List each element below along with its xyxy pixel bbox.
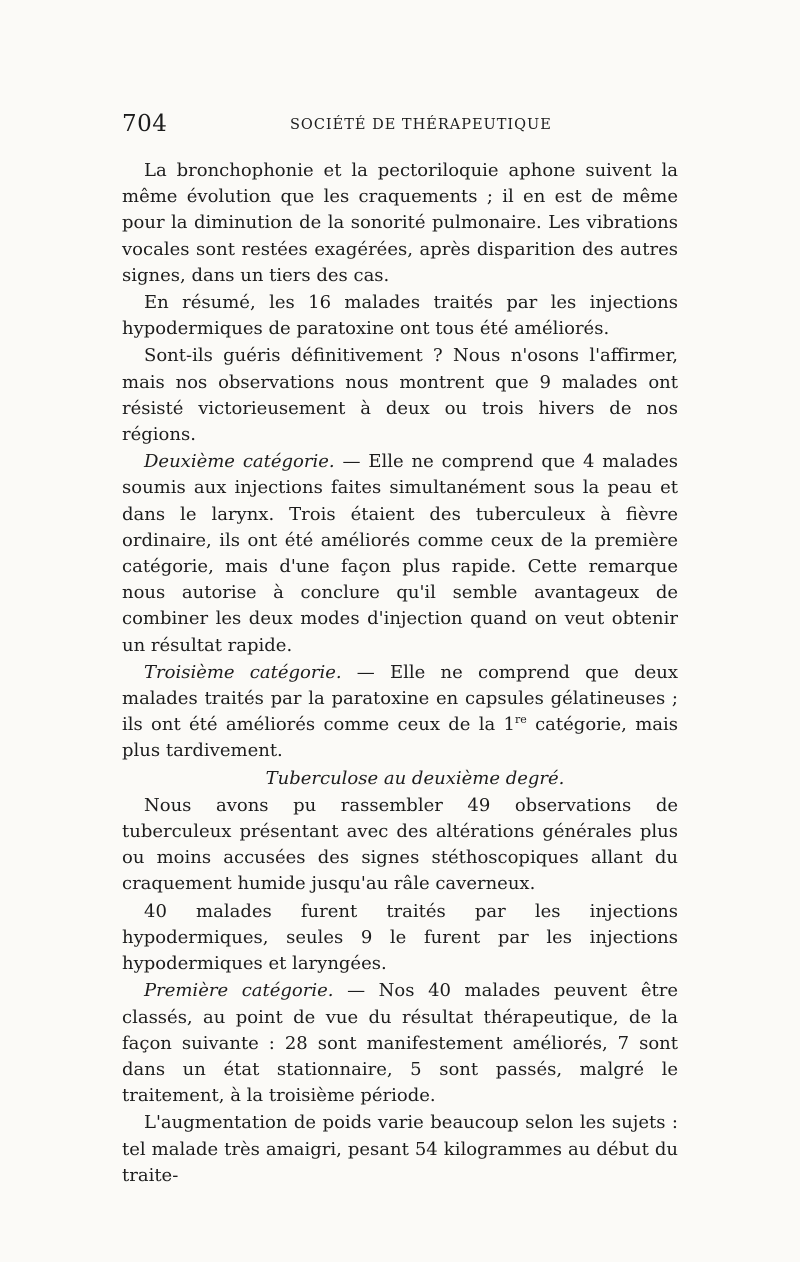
- paragraph-text: — Elle ne comprend que deux malades traités par la paratoxine en capsules gélatineuses ; ils ont été améliorés comme ceux de la 1: [122, 661, 679, 736]
- section-lead: Troisième catégorie.: [144, 661, 342, 683]
- paragraph: Nous avons pu rassembler 49 observations de tuberculeux présentant avec des altérations générales plus ou moins accusées des signes stéthoscopiques allant du craquement humide jusqu'au râle caverneux.: [122, 794, 678, 895]
- section-lead: Deuxième catégorie.: [144, 451, 335, 473]
- section-lead: Première catégorie.: [144, 980, 334, 1002]
- section-subheading: Tuberculose au deuxième degré.: [265, 767, 565, 789]
- paragraph: L'augmentation de poids varie beaucoup selon les sujets : tel malade très amaigri, pesant 54 kilogrammes au début du traite-: [122, 1112, 678, 1186]
- paragraph: En résumé, les 16 malades traités par les injections hypodermiques de paratoxine ont tous été améliorés.: [122, 292, 678, 340]
- paragraph-text: catégorie, mais plus tardivement.: [122, 714, 678, 762]
- page-number: 704: [122, 111, 168, 137]
- paragraph: [122, 660, 678, 765]
- body-text: [122, 158, 678, 1189]
- paragraph: [122, 978, 678, 1109]
- paragraph: La bronchophonie et la pectoriloquie aphone suivent la même évolution que les craquements ; il en est de même pour la diminution de la sonorité pulmonaire. Les vibrations vocales sont restées exagérées, après disparition des autres signes, dans un tiers des cas.: [122, 160, 678, 286]
- paragraph: [122, 449, 678, 659]
- paragraph: 40 malades furent traités par les injections hypodermiques, seules 9 le furent par les injections hypodermiques et laryngées.: [122, 900, 678, 975]
- page-header: [122, 111, 678, 141]
- superscript: re: [515, 713, 527, 727]
- paragraph-text: — Elle ne comprend que 4 malades soumis aux injections faites simultanément sous la peau et dans le larynx. Trois étaient des tuberculeux à fièvre ordinaire, ils ont été améliorés comme ceux de la première catégorie, mais d'une façon plus rapide. Cette remarque nous autorise à conclure qu'il semble avantageux de combiner les deux modes d'injection quand on veut obtenir un résultat rapide.: [122, 451, 678, 656]
- running-title: SOCIÉTÉ DE THÉRAPEUTIQUE: [290, 117, 552, 133]
- paragraph: Sont-ils guéris définitivement ? Nous n'osons l'affirmer, mais nos observations nous montrent que 9 malades ont résisté victorieusement à deux ou trois hivers de nos régions.: [122, 345, 678, 446]
- paragraph-text: — Nos 40 malades peuvent être classés, au point de vue du résultat thérapeutique, de la façon suivante : 28 sont manifestement améliorés, 7 sont dans un état stationnaire, 5 sont passés, malgré le traitement, à la troisième période.: [122, 980, 678, 1107]
